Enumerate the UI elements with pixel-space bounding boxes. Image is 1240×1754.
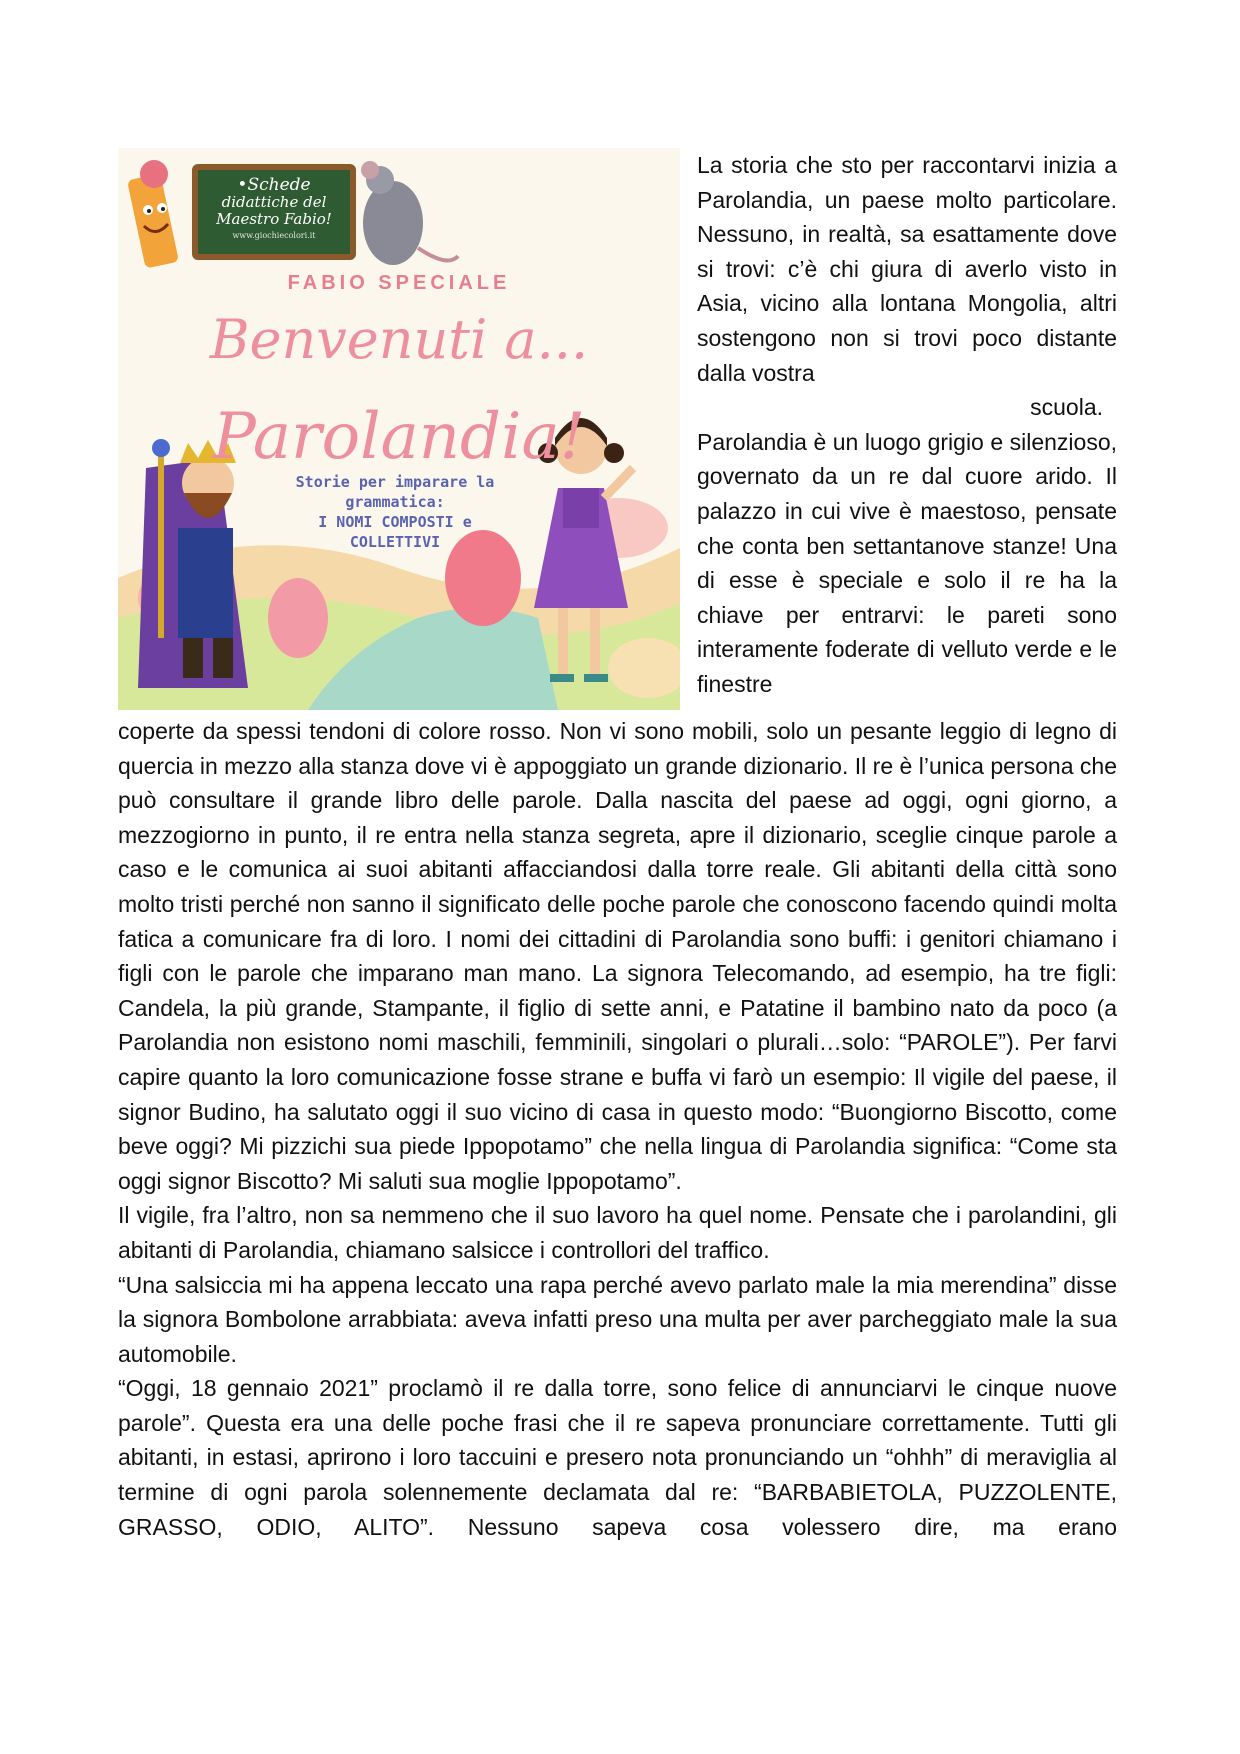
story-paragraph: La storia che sto per raccontarvi inizia a Parolandia, un paese molto particolare. Nessuno, in realtà, sa esattamente dove si trovi: c’è chi giura di averlo visto in Asia, vicino alla lontana Mongolia, altri sostengono non si trovi poco distante dalla vostra [697, 152, 1117, 386]
chalkboard-title: •Schede [237, 175, 311, 195]
story-paragraph: “Una salsiccia mi ha appena leccato una rapa perché avevo parlato male la mia merendina” disse la signora Bombolone arrabbiata: aveva infatti preso una multa per aver parcheggiato male la sua automobile. [118, 1271, 1117, 1367]
cover-subtitle-line: grammatica: [345, 493, 445, 511]
cover-subtitle-line: COLLETTIVI [349, 533, 441, 551]
chalkboard-url: www.giochiecolori.it [232, 231, 316, 240]
pencil-mascot-icon [127, 160, 179, 269]
cover-illustration [118, 148, 680, 710]
story-body [118, 714, 1117, 1544]
chalkboard-author: Maestro Fabio! [216, 210, 332, 228]
cover-subtitle-line: I NOMI COMPOSTI e [318, 513, 472, 531]
king-icon [138, 439, 248, 688]
story-paragraph-end: scuola. [1030, 394, 1103, 421]
cover-title-line2: Parolandia! [212, 400, 586, 474]
story-paragraph: “Oggi, 18 gennaio 2021” proclamò il re dalla torre, sono felice di annunciarvi le cinque nuove parole”. Questa era una delle poche frasi che il re sapeva pronunciare correttamente. Tutti gli abitanti, in estasi, aprirono i loro taccuini e presero nota pronunciando un “ohhh” di meraviglia al termine di ogni parola solennemente declamata dal re: “BARBABIETOLA, PUZZOLENTE, GRASSO, ODIO, ALITO”. Nessuno sapeva cosa volessero dire, ma erano [118, 1375, 1117, 1540]
cover-title-line1: Benvenuti a... [209, 308, 589, 371]
chalkboard-logo [192, 164, 356, 260]
story-paragraph: Il vigile, fra l’altro, non sa nemmeno che il suo lavoro ha quel nome. Pensate che i parolandini, gli abitanti di Parolandia, chiamano salsicce i controllori del traffico. [118, 1202, 1117, 1263]
cover-subtitle [276, 472, 514, 552]
story-paragraph: coperte da spessi tendoni di colore rosso. Non vi sono mobili, solo un pesante leggio di legno di quercia in mezzo alla stanza dove vi è appoggiato un grande dizionario. Il re è l’unica persona che può consultare il grande libro delle parole. Dalla nascita del paese ad oggi, ogni giorno, a mezzogiorno in punto, il re entra nella stanza segreta, apre il dizionario, sceglie cinque parole a caso e le comunica ai suoi abitanti affacciandosi dalla torre reale. Gli abitanti della città sono molto tristi perché non sanno il significato delle poche parole che conoscono facendo quindi molta fatica a comunicare fra di loro. I nomi dei cittadini di Parolandia sono buffi: i genitori chiamano i figli con le parole che imparano man mano. La signora Telecomando, ad esempio, ha tre figli: Candela, la più grande, Stampante, il figlio di sette anni, e Patatine il bambino nato da poco (a Parolandia non esistono nomi maschili, femminili, singolari o plurali…solo: “PAROLE”). Per farvi capire quanto la loro comunicazione fosse strane e buffa vi farò un esempio: Il vigile del paese, il signor Budino, ha salutato oggi il suo vicino di casa in questo modo: “Buongiorno Biscotto, come beve oggi? Mi pizzichi sua piede Ippopotamo” che nella lingua di Parolandia significa: “Come sta oggi signor Biscotto? Mi saluti sua moglie Ippopotamo”. [118, 718, 1117, 1194]
story-intro [697, 148, 1117, 702]
chalkboard-subtitle: didattiche del [221, 193, 327, 211]
cover-subtitle-line: Storie per imparare la [295, 473, 495, 491]
story-paragraph: Parolandia è un luogo grigio e silenzioso, governato da un re dal cuore arido. Il palazzo in cui vive è maestoso, pensate che conta ben settantanove stanze! Una di esse è speciale e solo il re ha la chiave per entrarvi: le pareti sono interamente foderate di velluto verde e le finestre [697, 428, 1117, 697]
cover-brand: FABIO SPECIALE [287, 272, 511, 294]
mouse-icon [361, 161, 458, 265]
